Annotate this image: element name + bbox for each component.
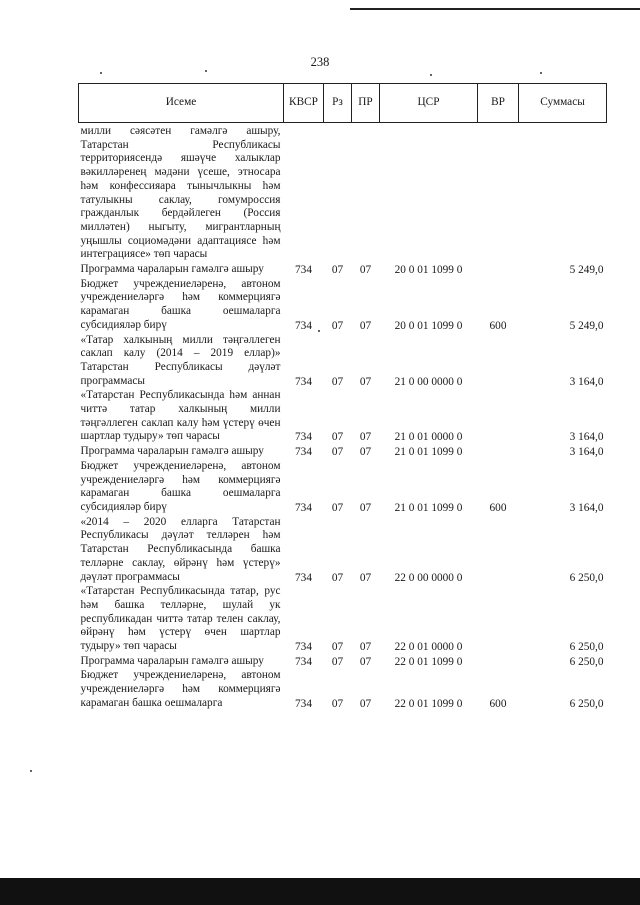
row-amount — [519, 123, 607, 264]
row-pr — [352, 123, 380, 264]
header-vr: ВР — [478, 84, 519, 123]
row-pr: 07 — [359, 375, 372, 388]
table-header-row — [79, 84, 607, 123]
row-name: Программа чараларын гамәлгә ашыру — [80, 654, 264, 667]
row-vr — [478, 334, 519, 390]
row-kvsr: 734 — [295, 641, 312, 654]
row-pr: 07 — [359, 446, 372, 459]
header-amount: Суммасы — [519, 84, 607, 123]
table-row — [79, 669, 607, 711]
row-vr — [478, 585, 519, 655]
row-pr: 07 — [359, 655, 372, 668]
row-name: Бюджет учреждениеләренә, автоном учреждениеләргә һәм коммерциягә карамаган башка оешмаларга субсидияләр бирү — [80, 277, 281, 331]
row-vr — [478, 123, 519, 264]
scan-speck — [30, 770, 32, 772]
row-csr: 21 0 01 1099 0 — [394, 446, 463, 459]
row-name: милли сәясәтен гамәлгә ашыру, Татарстан Республикасы территориясендә яшәүче халыклар вәкилләренең мәдәни үсеше, этносара һәм конфессияара тынычлыкны һәм татулыкны саклау, гомумроссия гражданлык бердәйлеген (Россия милләтен) ныгыту, мигрантларның уңышлы социомәдәни адаптациясе һәм интеграциясе» төп чарасы — [80, 125, 281, 261]
row-csr: 21 0 01 1099 0 — [394, 501, 463, 514]
row-csr: 22 0 01 1099 0 — [394, 655, 463, 668]
row-amount: 6 250,0 — [569, 655, 604, 668]
row-name: «Татарстан Республикасында һәм аннан читтә татар халкының милли тәңгәллеген саклап калу һәм үстерү өчен шартлар тудыру» төп чарасы — [80, 389, 281, 443]
row-vr — [478, 389, 519, 445]
row-rz: 07 — [331, 264, 344, 277]
row-csr: 20 0 01 1099 0 — [394, 319, 463, 332]
row-rz: 07 — [331, 697, 344, 710]
scan-speck — [540, 72, 542, 74]
row-kvsr: 734 — [295, 375, 312, 388]
row-amount: 3 164,0 — [569, 501, 604, 514]
row-name: Бюджет учреждениеләренә, автоном учреждениеләргә һәм коммерциягә карамаган башка оешмаларга субсидияләр бирү — [80, 459, 281, 513]
row-vr — [478, 655, 519, 670]
row-pr: 07 — [359, 431, 372, 444]
row-rz — [324, 123, 352, 264]
row-rz: 07 — [331, 655, 344, 668]
row-kvsr: 734 — [295, 697, 312, 710]
row-csr: 21 0 00 0000 0 — [394, 375, 463, 388]
row-rz: 07 — [331, 431, 344, 444]
row-amount: 6 250,0 — [569, 571, 604, 584]
row-csr: 22 0 00 0000 0 — [394, 571, 463, 584]
row-kvsr: 734 — [295, 319, 312, 332]
table-row — [79, 278, 607, 334]
scan-speck — [205, 70, 207, 72]
row-kvsr: 734 — [295, 501, 312, 514]
table-row — [79, 460, 607, 516]
row-rz: 07 — [331, 641, 344, 654]
row-kvsr — [284, 123, 324, 264]
row-amount: 6 250,0 — [569, 641, 604, 654]
row-csr: 21 0 01 0000 0 — [394, 431, 463, 444]
table-row — [79, 516, 607, 586]
row-vr — [478, 516, 519, 586]
row-rz: 07 — [331, 446, 344, 459]
row-amount: 3 164,0 — [569, 446, 604, 459]
row-amount: 3 164,0 — [569, 375, 604, 388]
row-name: «2014 – 2020 елларга Татарстан Республикасы дәүләт телләрен һәм Татарстан Республикасында башка телләрне саклау, өйрәнү һәм үстерү» дәүләт программасы — [80, 515, 281, 583]
row-csr: 22 0 01 1099 0 — [394, 697, 463, 710]
table-row — [79, 585, 607, 655]
row-rz: 07 — [331, 375, 344, 388]
row-name: Программа чараларын гамәлгә ашыру — [80, 263, 264, 276]
row-vr — [478, 263, 519, 278]
row-vr — [478, 445, 519, 460]
row-pr: 07 — [359, 641, 372, 654]
row-name: «Татарстан Республикасында татар, рус һәм башка телләрне, шулай ук республикадан читтә татар телен саклау, өйрәнү һәм үстерү өчен шартлар тудыру» төп чарасы — [80, 585, 281, 653]
header-kvsr: КВСР — [284, 84, 324, 123]
row-name: Бюджет учреждениеләренә, автоном учреждениеләргә һәм коммерциягә карамаган башка оешмаларга — [80, 669, 281, 709]
table-row — [79, 334, 607, 390]
row-kvsr: 734 — [295, 571, 312, 584]
budget-table — [78, 83, 607, 712]
row-pr: 07 — [359, 697, 372, 710]
header-csr: ЦСР — [380, 84, 478, 123]
row-amount: 3 164,0 — [569, 431, 604, 444]
row-vr: 600 — [489, 697, 507, 710]
header-name: Исеме — [79, 84, 284, 123]
row-kvsr: 734 — [295, 264, 312, 277]
row-amount: 5 249,0 — [569, 264, 604, 277]
row-csr: 22 0 01 0000 0 — [394, 641, 463, 654]
row-vr: 600 — [489, 319, 507, 332]
scan-edge-line — [350, 8, 640, 10]
row-vr: 600 — [489, 501, 507, 514]
row-rz: 07 — [331, 571, 344, 584]
scan-speck — [318, 330, 320, 332]
header-rz: Рз — [324, 84, 352, 123]
row-name: Программа чараларын гамәлгә ашыру — [80, 445, 264, 458]
table-row — [79, 389, 607, 445]
scan-bottom-edge — [0, 878, 640, 905]
row-csr — [380, 123, 478, 264]
row-pr: 07 — [359, 319, 372, 332]
header-pr: ПР — [352, 84, 380, 123]
table-row — [79, 263, 607, 278]
row-name: «Татар халкының милли тәңгәллеген саклап калу (2014 – 2019 еллар)» Татарстан Республикасы дәүләт программасы — [80, 333, 281, 387]
row-amount: 6 250,0 — [569, 697, 604, 710]
row-rz: 07 — [331, 501, 344, 514]
row-pr: 07 — [359, 501, 372, 514]
row-pr: 07 — [359, 571, 372, 584]
row-kvsr: 734 — [295, 446, 312, 459]
row-csr: 20 0 01 1099 0 — [394, 264, 463, 277]
scan-speck — [100, 72, 102, 74]
row-rz: 07 — [331, 319, 344, 332]
table-row — [79, 445, 607, 460]
row-pr: 07 — [359, 264, 372, 277]
row-kvsr: 734 — [295, 655, 312, 668]
page-number: 238 — [310, 55, 330, 69]
scan-speck — [430, 74, 432, 76]
row-amount: 5 249,0 — [569, 319, 604, 332]
row-kvsr: 734 — [295, 431, 312, 444]
table-row — [79, 655, 607, 670]
table-row — [79, 123, 607, 264]
